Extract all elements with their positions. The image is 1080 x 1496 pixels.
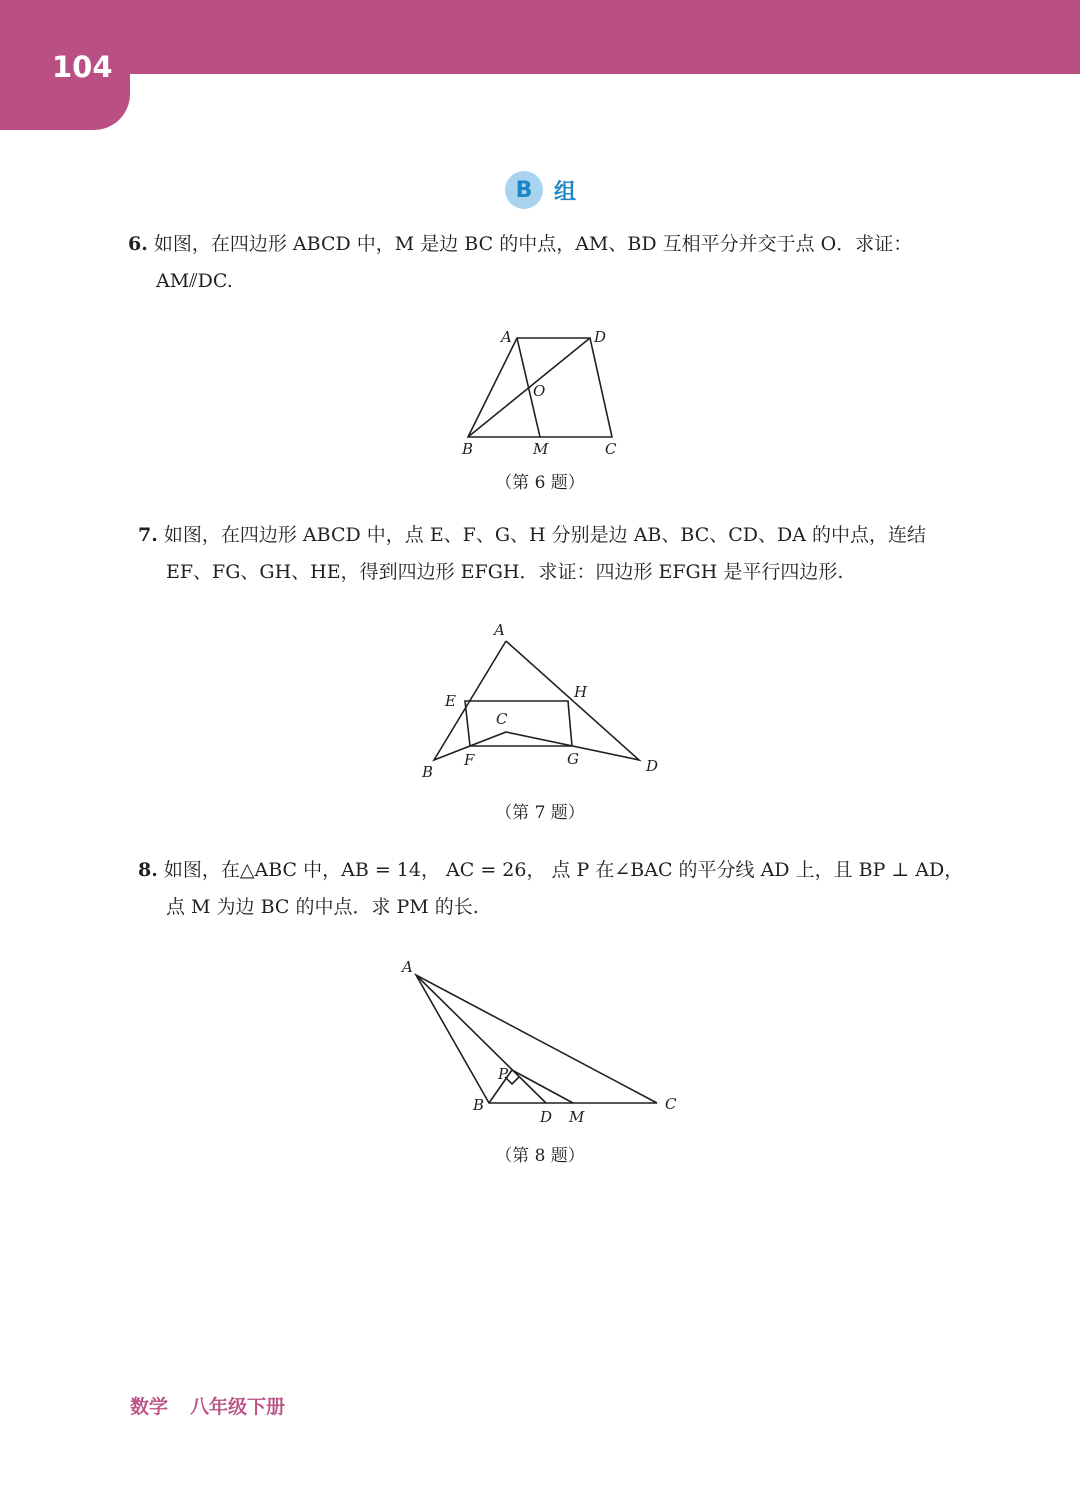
label-a: A	[501, 328, 512, 346]
figure-6	[450, 320, 630, 465]
segment-bd	[468, 338, 590, 437]
problem-line	[138, 889, 963, 926]
label-a: A	[402, 958, 413, 976]
problem-number: 7.	[138, 524, 158, 546]
problem-number: 8.	[138, 859, 158, 881]
label-c: C	[496, 710, 508, 728]
problem-line	[128, 263, 912, 300]
figure-8-caption: （第 8 题）	[495, 1146, 585, 1166]
figure-6-caption: （第 6 题）	[495, 473, 585, 493]
problem-text: EF、FG、GH、HE，得到四边形 EFGH．求证：四边形 EFGH 是平行四边形.	[166, 561, 844, 583]
label-f: F	[464, 751, 475, 769]
problem-text: 如图，在△ABC 中，AB = 14， AC = 26， 点 P 在∠BAC 的平分线 AD 上，且 BP ⊥ AD，	[163, 859, 964, 881]
footer-grade: 八年级下册	[190, 1396, 286, 1418]
label-m: M	[533, 440, 549, 458]
quadrilateral-efgh	[465, 701, 572, 746]
section-label: 组	[554, 179, 577, 205]
problem-line	[138, 554, 926, 591]
problem-7	[138, 517, 926, 591]
problem-text: 点 M 为边 BC 的中点．求 PM 的长.	[166, 896, 479, 918]
figure-7-caption: （第 7 题）	[495, 803, 585, 823]
label-d: D	[646, 757, 659, 775]
footer-subject: 数学	[130, 1396, 169, 1418]
problem-line	[128, 226, 912, 263]
label-g: G	[567, 750, 579, 768]
label-o: O	[533, 382, 546, 400]
figure-8	[390, 955, 690, 1135]
label-e: E	[445, 692, 456, 710]
label-m: M	[569, 1108, 585, 1126]
section-title	[505, 170, 576, 210]
problem-line	[138, 517, 926, 554]
label-d: D	[540, 1108, 553, 1126]
label-d: D	[594, 328, 607, 346]
label-h: H	[574, 683, 588, 701]
problem-text: AM⫽DC.	[156, 270, 233, 292]
problem-8	[138, 852, 963, 926]
header-band	[0, 0, 1080, 74]
label-a: A	[494, 621, 505, 639]
label-b: B	[462, 440, 474, 458]
problem-text: 如图，在四边形 ABCD 中，M 是边 BC 的中点，AM、BD 互相平分并交于点 O．求证：	[153, 233, 913, 255]
problem-6	[128, 226, 912, 300]
label-c: C	[665, 1095, 677, 1113]
label-c: C	[605, 440, 617, 458]
label-b: B	[422, 763, 434, 781]
problem-number: 6.	[128, 233, 148, 255]
bisector-ad	[416, 975, 546, 1103]
footer	[130, 1392, 285, 1419]
page-number: 104	[52, 50, 113, 84]
label-p: P	[498, 1065, 509, 1083]
figure-7	[410, 615, 670, 785]
section-badge: B	[505, 171, 543, 209]
label-b: B	[473, 1096, 485, 1114]
problem-text: 如图，在四边形 ABCD 中，点 E、F、G、H 分别是边 AB、BC、CD、DA 的中点，连结	[163, 524, 926, 546]
segment-pm	[512, 1070, 573, 1103]
problem-line	[138, 852, 963, 889]
